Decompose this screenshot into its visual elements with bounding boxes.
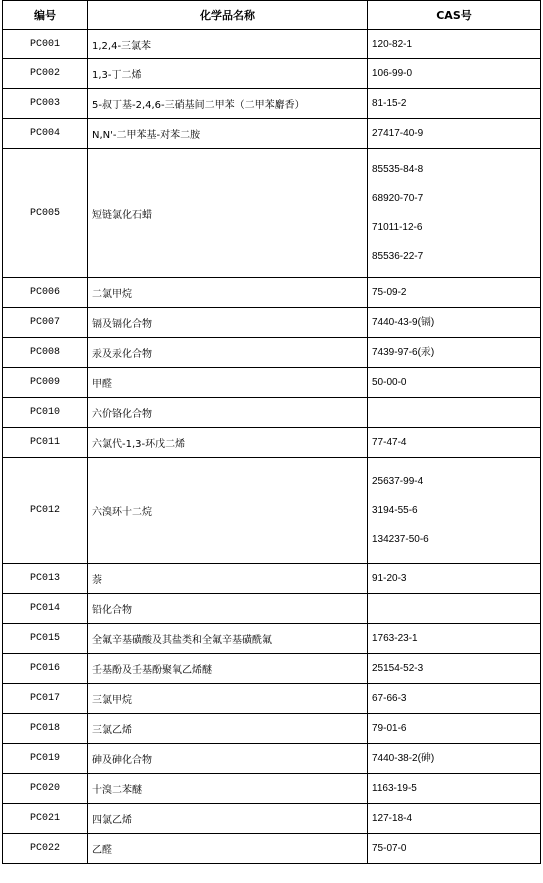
row-cas-cell: [368, 398, 541, 428]
row-chemical-name: 三氯甲烷: [88, 684, 368, 714]
table-row: [3, 428, 541, 458]
cas-number: 120-82-1: [372, 38, 413, 50]
table-row: [3, 834, 541, 864]
row-chemical-name: 壬基酚及壬基酚聚氧乙烯醚: [88, 654, 368, 684]
row-chemical-name: 四氯乙烯: [88, 804, 368, 834]
cas-number: 81-15-2: [372, 98, 407, 109]
row-chemical-name: 全氟辛基磺酸及其盐类和全氟辛基磺酰氟: [88, 624, 368, 654]
table-row: [3, 774, 541, 804]
row-code: PC005: [3, 149, 88, 278]
cas-number: 79-01-6: [372, 723, 407, 734]
header-cas: CAS号: [368, 1, 541, 30]
table-body: [3, 30, 541, 864]
row-cas-cell: [368, 59, 541, 89]
cas-number: 127-18-4: [372, 813, 413, 824]
cas-number: 1763-23-1: [372, 633, 418, 644]
cas-number: 134237-50-6: [372, 534, 429, 545]
table-row: [3, 684, 541, 714]
row-cas-cell: [368, 458, 541, 564]
row-chemical-name: N,N'-二甲苯基-对苯二胺: [88, 119, 368, 149]
row-code: PC011: [3, 428, 88, 458]
row-chemical-name: 六溴环十二烷: [88, 458, 368, 564]
row-cas-cell: [368, 119, 541, 149]
table-row: [3, 368, 541, 398]
row-cas-cell: [368, 308, 541, 338]
row-code: PC003: [3, 89, 88, 119]
table-row: [3, 59, 541, 89]
row-code: PC014: [3, 594, 88, 624]
cas-number: 106-99-0: [372, 68, 413, 79]
cas-number: 1163-19-5: [372, 783, 417, 794]
row-cas-cell: [368, 368, 541, 398]
row-cas-cell: [368, 428, 541, 458]
table-row: [3, 278, 541, 308]
row-code: PC001: [3, 30, 88, 59]
cas-number: 25154-52-3: [372, 663, 424, 674]
row-code: PC012: [3, 458, 88, 564]
row-code: PC008: [3, 338, 88, 368]
row-code: PC018: [3, 714, 88, 744]
row-chemical-name: 5-叔丁基-2,4,6-三硝基间二甲苯（二甲苯麝香）: [88, 89, 368, 119]
row-code: PC009: [3, 368, 88, 398]
cas-number: 27417-40-9: [372, 128, 424, 139]
table-row: [3, 149, 541, 278]
table-row: [3, 624, 541, 654]
row-cas-cell: [368, 834, 541, 864]
row-code: PC007: [3, 308, 88, 338]
row-chemical-name: 铅化合物: [88, 594, 368, 624]
cas-number: 75-07-0: [372, 843, 407, 854]
row-code: PC019: [3, 744, 88, 774]
row-cas-cell: [368, 89, 541, 119]
row-cas-cell: [368, 774, 541, 804]
row-chemical-name: 乙醛: [88, 834, 368, 864]
row-code: PC022: [3, 834, 88, 864]
table-row: [3, 654, 541, 684]
row-code: PC020: [3, 774, 88, 804]
table-header-row: [3, 1, 541, 30]
header-name: 化学品名称: [88, 1, 368, 30]
row-cas-cell: [368, 338, 541, 368]
row-chemical-name: 短链氯化石蜡: [88, 149, 368, 278]
row-cas-cell: [368, 594, 541, 624]
cas-number: 7440-38-2(砷): [372, 753, 435, 764]
table-row: [3, 714, 541, 744]
cas-number: 67-66-3: [372, 693, 407, 704]
row-cas-cell: [368, 624, 541, 654]
row-chemical-name: 六氯代-1,3-环戊二烯: [88, 428, 368, 458]
row-cas-cell: [368, 684, 541, 714]
row-chemical-name: 十溴二苯醚: [88, 774, 368, 804]
row-cas-cell: [368, 744, 541, 774]
row-code: PC016: [3, 654, 88, 684]
row-chemical-name: 汞及汞化合物: [88, 338, 368, 368]
row-cas-cell: [368, 714, 541, 744]
cas-number: 7440-43-9(镉): [372, 317, 435, 328]
row-cas-cell: [368, 149, 541, 278]
row-cas-cell: [368, 278, 541, 308]
row-chemical-name: 1,3-丁二烯: [88, 59, 368, 89]
row-chemical-name: 1,2,4-三氯苯: [88, 30, 368, 59]
cas-number: 77-47-4: [372, 437, 407, 448]
cas-number: 75-09-2: [372, 287, 407, 298]
table-row: [3, 30, 541, 59]
row-chemical-name: 镉及镉化合物: [88, 308, 368, 338]
cas-number: 71011-12-6: [372, 222, 423, 233]
row-chemical-name: 砷及砷化合物: [88, 744, 368, 774]
row-chemical-name: 三氯乙烯: [88, 714, 368, 744]
row-cas-cell: [368, 804, 541, 834]
cas-number: 25637-99-4: [372, 476, 424, 487]
row-code: PC004: [3, 119, 88, 149]
table-row: [3, 89, 541, 119]
table-row: [3, 398, 541, 428]
cas-number: 50-00-0: [372, 377, 407, 388]
row-code: PC017: [3, 684, 88, 714]
table-row: [3, 308, 541, 338]
row-code: PC002: [3, 59, 88, 89]
row-chemical-name: 萘: [88, 564, 368, 594]
table-row: [3, 458, 541, 564]
row-code: PC015: [3, 624, 88, 654]
cas-number: 7439-97-6(汞): [372, 347, 435, 358]
row-chemical-name: 甲醛: [88, 368, 368, 398]
cas-number: 3194-55-6: [372, 505, 418, 516]
table-row: [3, 338, 541, 368]
row-cas-cell: [368, 564, 541, 594]
cas-number: 85536-22-7: [372, 251, 424, 262]
chemical-table: [2, 0, 541, 864]
table-row: [3, 594, 541, 624]
cas-number: 91-20-3: [372, 573, 407, 584]
row-code: PC021: [3, 804, 88, 834]
table-row: [3, 119, 541, 149]
cas-number: 68920-70-7: [372, 193, 424, 204]
row-chemical-name: 二氯甲烷: [88, 278, 368, 308]
row-code: PC010: [3, 398, 88, 428]
row-code: PC013: [3, 564, 88, 594]
row-chemical-name: 六价铬化合物: [88, 398, 368, 428]
row-cas-cell: [368, 654, 541, 684]
table-row: [3, 744, 541, 774]
header-code: 编号: [3, 1, 88, 30]
row-cas-cell: [368, 30, 541, 59]
table-row: [3, 564, 541, 594]
row-code: PC006: [3, 278, 88, 308]
table-row: [3, 804, 541, 834]
cas-number: 85535-84-8: [372, 164, 424, 175]
